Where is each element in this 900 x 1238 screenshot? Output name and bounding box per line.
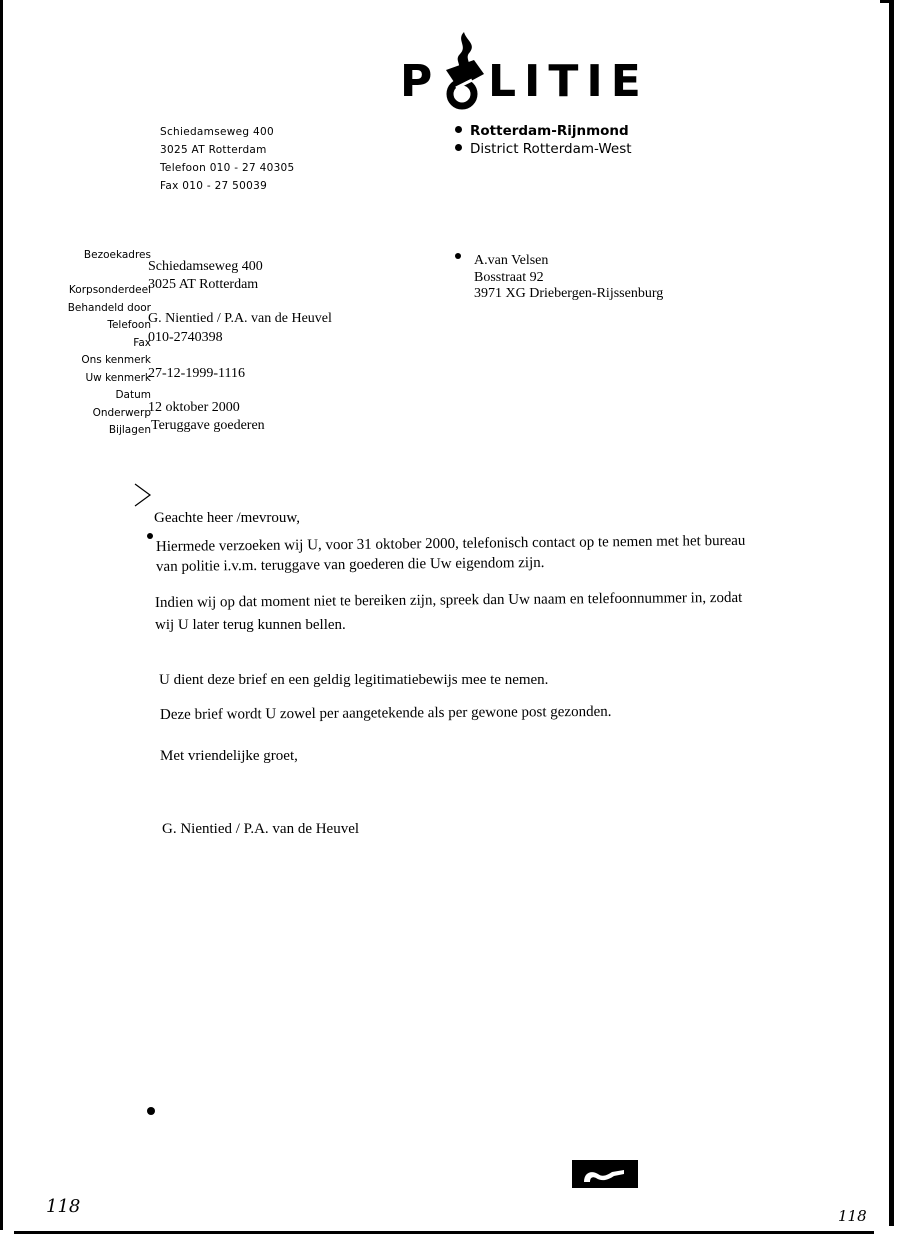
signature: G. Nientied / P.A. van de Heuvel [162, 821, 360, 837]
label-korpsonderdeel: Korpsonderdeel [68, 284, 151, 296]
value-date: 12 oktober 2000 [148, 400, 240, 415]
value-reference: 27-12-1999-1116 [148, 366, 245, 381]
label-behandeld-door: Behandeld door [67, 302, 151, 314]
recipient-name: A.van Velsen [474, 253, 549, 268]
sender-city: 3025 AT Rotterdam [160, 144, 267, 156]
scan-edge-right [889, 0, 894, 1226]
sender-phone: Telefoon 010 - 27 40305 [160, 162, 295, 174]
value-handled-by: G. Nientied / P.A. van de Heuvel [148, 311, 332, 326]
scan-edge-corner [880, 0, 894, 3]
closing: Met vriendelijke groet, [160, 748, 298, 764]
label-bezoekadres: Bezoekadres [83, 249, 151, 261]
bullet-icon [147, 1107, 155, 1115]
bullet-icon [455, 144, 462, 151]
paragraph-2-line-1: Indien wij op dat moment niet te bereiken zijn, spreek dan Uw naam en telefoonnummer in, zodat [154, 589, 743, 611]
sender-street: Schiedamseweg 400 [160, 126, 274, 138]
value-phone: 010-2740398 [148, 330, 223, 345]
fold-mark-icon [133, 482, 153, 508]
logo-letter-p: P [400, 56, 441, 107]
label-datum: Datum [115, 389, 151, 401]
salutation: Geachte heer /mevrouw, [154, 510, 301, 526]
bullet-icon [455, 253, 461, 259]
scan-edge-left [0, 0, 3, 1230]
paragraph-4: Deze brief wordt U zowel per aangetekende als per gewone post gezonden. [159, 703, 612, 723]
recipient-city: 3971 XG Driebergen-Rijssenburg [474, 286, 664, 301]
paragraph-2-line-2: wij U later terug kunnen bellen. [155, 617, 346, 633]
politie-logo [400, 30, 650, 110]
org-region: Rotterdam-Rijnmond [455, 123, 629, 139]
label-fax: Fax [133, 337, 151, 349]
label-ons-kenmerk: Ons kenmerk [81, 354, 151, 366]
paragraph-3: U dient deze brief en een geldig legitimatiebewijs mee te nemen. [159, 672, 549, 688]
label-uw-kenmerk: Uw kenmerk [85, 372, 151, 384]
police-emblem-icon [438, 30, 488, 110]
value-visit-city: 3025 AT Rotterdam [148, 277, 259, 292]
stamp-mark [572, 1160, 638, 1188]
paragraph-1-line-1: Hiermede verzoeken wij U, voor 31 oktober 2000, telefonisch contact op te nemen met het bureau [155, 532, 746, 555]
label-telefoon: Telefoon [107, 319, 151, 331]
stamp-glyph-icon [572, 1160, 638, 1188]
scan-edge-bottom [14, 1231, 874, 1234]
bullet-icon [455, 126, 462, 133]
bullet-icon [147, 533, 153, 539]
sender-fax: Fax 010 - 27 50039 [160, 180, 268, 192]
page-number-left: 118 [46, 1196, 81, 1217]
value-subject: Teruggave goederen [151, 418, 265, 433]
paragraph-1-line-2: van politie i.v.m. teruggave van goederen die Uw eigendom zijn. [155, 554, 545, 575]
value-visit-street: Schiedamseweg 400 [148, 259, 263, 274]
logo-text-litie: LITIE [488, 56, 649, 107]
page-number-right: 118 [838, 1207, 867, 1225]
label-onderwerp: Onderwerp [92, 407, 151, 419]
recipient-street: Bosstraat 92 [474, 270, 544, 285]
org-district: District Rotterdam-West [455, 141, 632, 157]
label-bijlagen: Bijlagen [108, 424, 151, 436]
